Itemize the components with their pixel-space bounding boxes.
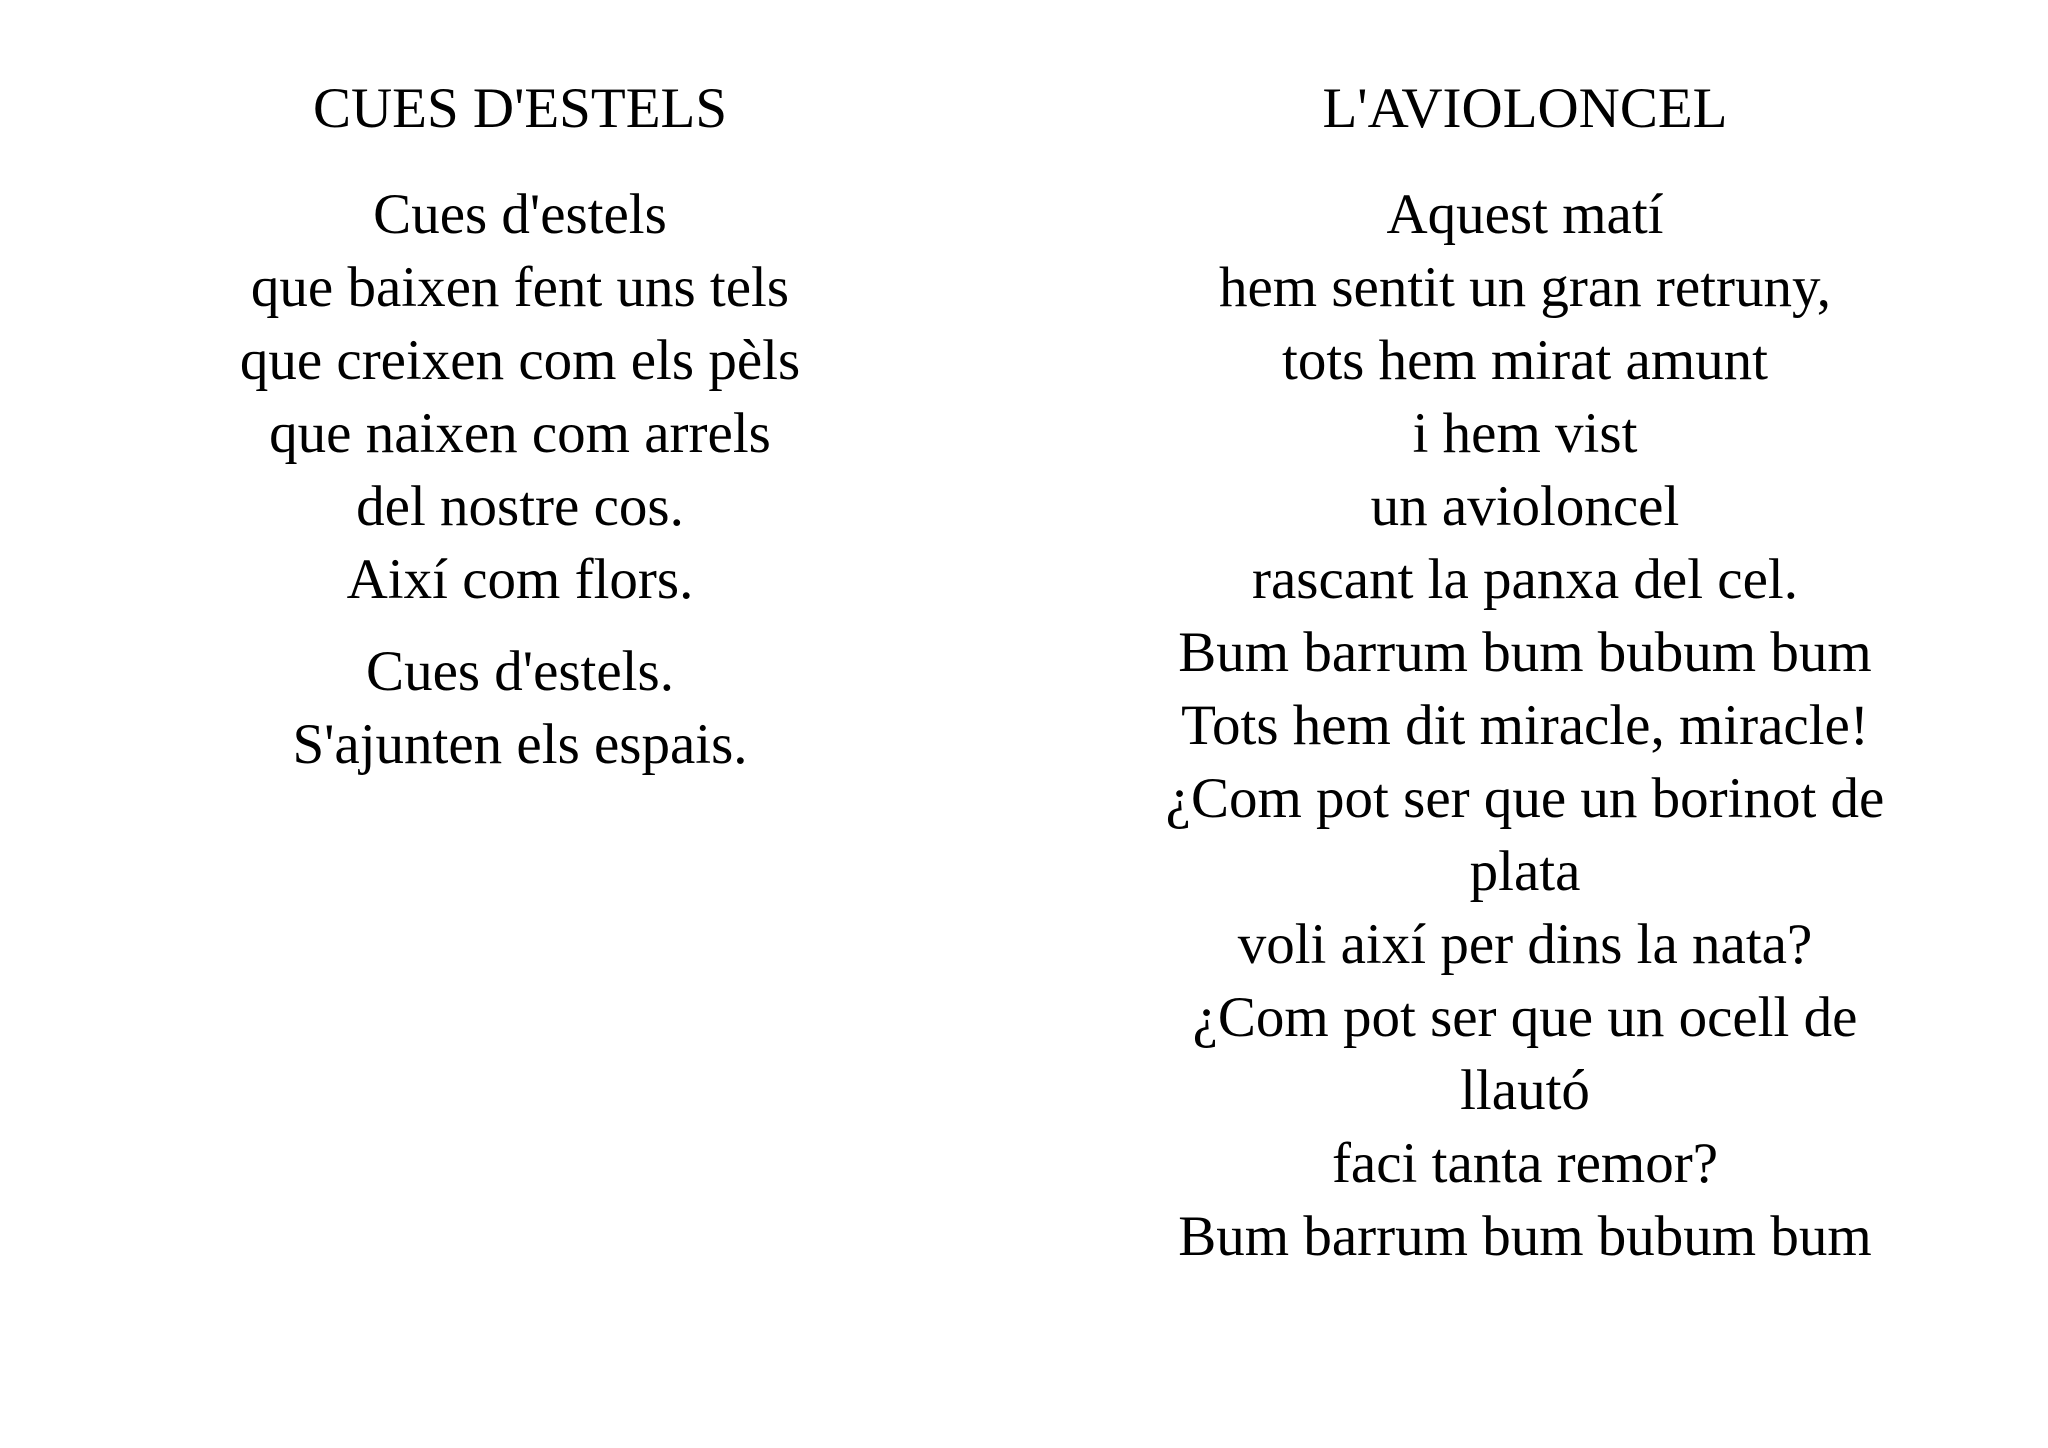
- stanza: [120, 635, 920, 781]
- stanza: [120, 178, 920, 616]
- poem-cues-destels: [120, 0, 920, 781]
- poem-line: Tots hem dit miracle, miracle!: [1181, 694, 1869, 757]
- poem-line: Així com flors.: [346, 548, 694, 611]
- poem-line: ¿Com pot ser que un borinot de: [1165, 767, 1885, 830]
- poem-line: voli així per dins la nata?: [1237, 913, 1813, 976]
- poem-line: Aquest matí: [1386, 183, 1664, 246]
- poem-laviolocel: [1090, 0, 1960, 1273]
- poem-title: CUES D'ESTELS: [312, 77, 728, 140]
- poem-line: un avioloncel: [1370, 475, 1680, 538]
- poem-line: Cues d'estels.: [366, 640, 674, 703]
- poem-line: i hem vist: [1412, 402, 1638, 465]
- stanza: [1090, 178, 1960, 1273]
- poem-line: llautó: [1460, 1059, 1590, 1122]
- poem-line: plata: [1469, 840, 1581, 903]
- poem-line: faci tanta remor?: [1331, 1132, 1719, 1195]
- poem-line: Bum barrum bum bubum bum: [1178, 621, 1872, 684]
- poem-line: que naixen com arrels: [269, 402, 771, 465]
- poem-line: rascant la panxa del cel.: [1252, 548, 1798, 611]
- poem-line: Cues d'estels: [373, 183, 667, 246]
- poem-line: Bum barrum bum bubum bum: [1178, 1205, 1872, 1268]
- poem-line: que baixen fent uns tels: [250, 256, 790, 319]
- poem-line: hem sentit un gran retruny,: [1218, 256, 1832, 319]
- poem-line: del nostre cos.: [356, 475, 684, 538]
- poem-line: ¿Com pot ser que un ocell de: [1192, 986, 1858, 1049]
- poem-line: tots hem mirat amunt: [1281, 329, 1768, 392]
- poem-title: L'AVIOLONCEL: [1322, 77, 1728, 140]
- poem-line: que creixen com els pèls: [239, 329, 801, 392]
- poem-line: S'ajunten els espais.: [292, 713, 748, 776]
